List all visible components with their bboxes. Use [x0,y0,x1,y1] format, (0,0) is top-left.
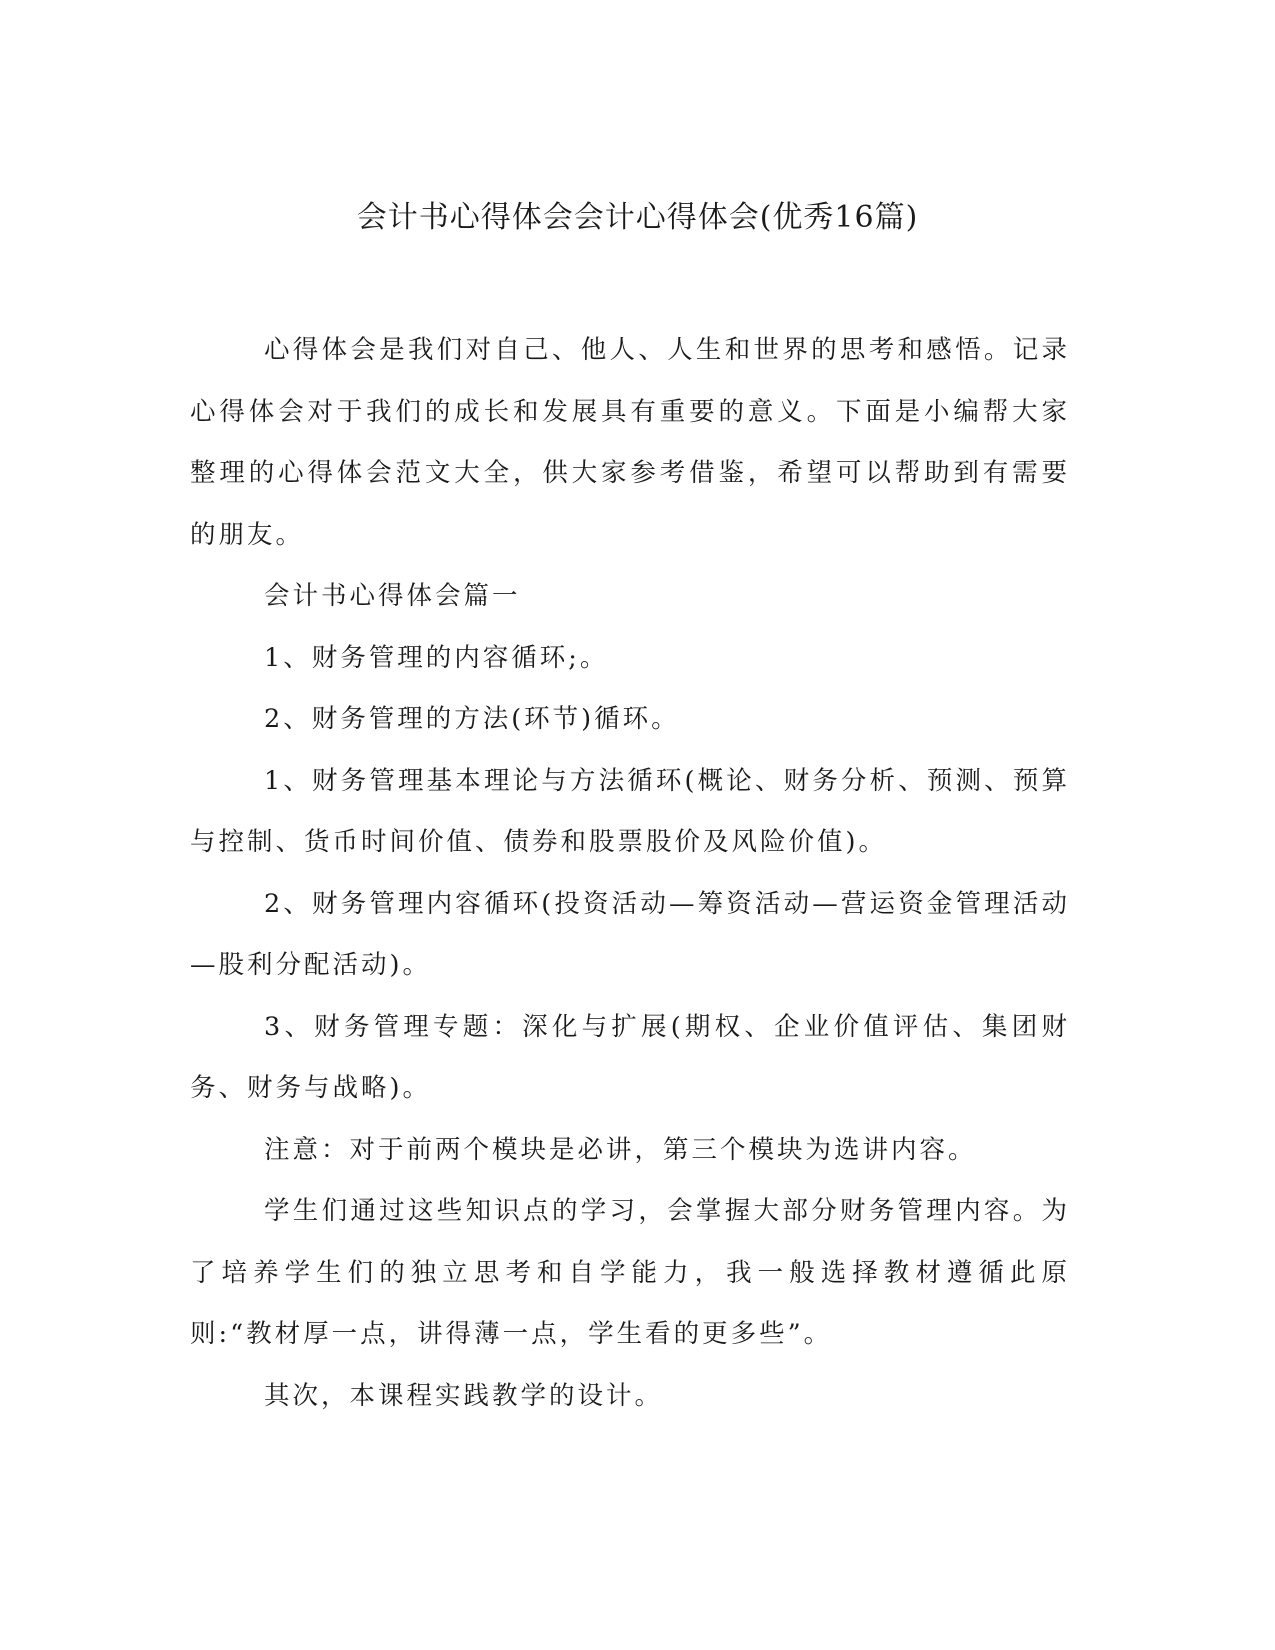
section-heading: 会计书心得体会篇一 [264,581,521,611]
intro-paragraph: 心得体会是我们对自己、他人、人生和世界的思考和感悟。记录心得体会对于我们的成长和发展具有重要的意义。下面是小编帮大家整理的心得体会范文大全，供大家参考借鉴，希望可以帮助到有需要的朋友。 [190,335,1070,550]
list-item: 1、财务管理的内容循环;。 [264,642,609,673]
list-item: 3、财务管理专题：深化与扩展(期权、企业价值评估、集团财务、财务与战略)。 [190,1011,1070,1103]
list-item: 1、财务管理基本理论与方法循环(概论、财务分析、预测、预算与控制、货币时间价值、债券和股票股价及风险价值)。 [190,765,1070,857]
body-paragraph: 其次，本课程实践教学的设计。 [264,1380,664,1411]
document-title: 会计书心得体会会计心得体会(优秀16篇) [356,200,919,235]
list-item: 2、财务管理内容循环(投资活动—筹资活动—营运资金管理活动—股利分配活动)。 [190,888,1070,980]
list-item: 2、财务管理的方法(环节)循环。 [264,704,680,734]
note-paragraph: 注意：对于前两个模块是必讲，第三个模块为选讲内容。 [264,1134,977,1165]
body-paragraph: 学生们通过这些知识点的学习，会掌握大部分财务管理内容。为了培养学生们的独立思考和自学能力，我一般选择教材遵循此原则:“教材厚一点，讲得薄一点，学生看的更多些”。 [190,1196,1070,1349]
document-body [190,320,1070,1427]
